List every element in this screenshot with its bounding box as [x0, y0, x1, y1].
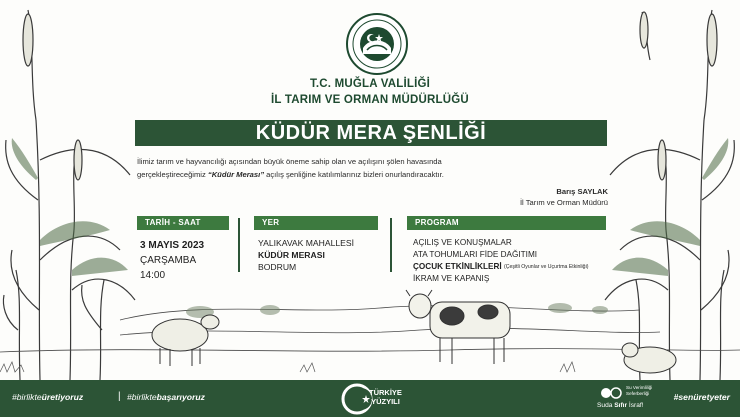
hashtag-birlikte-uretiyoruz: [12, 392, 83, 402]
section-divider: [238, 218, 240, 272]
campaign-pre: Suda: [597, 402, 615, 409]
organization-line-1: T.C. MUĞLA VALİLİĞİ: [309, 78, 431, 90]
water-drops-icon: [600, 386, 622, 400]
invitation-text: [137, 155, 605, 181]
hashtag-birlikte-basariyoruz: [127, 392, 205, 402]
program-item-3-label: ÇOCUK ETKİNLİKLERİ: [413, 262, 502, 271]
invitation-emphasis: “Küdür Merası”: [207, 170, 265, 179]
hashtag1-bold: üretiyoruz: [41, 392, 84, 402]
place-line-2: KÜDÜR MERASI: [258, 250, 325, 260]
campaign-small-line-1: Su Verimliliği: [626, 385, 653, 390]
campaign-small-text: [626, 385, 652, 397]
campaign-small-line-2: Seferberliği: [626, 391, 650, 396]
place-line-3: BODRUM: [258, 262, 297, 272]
program-item-2: ATA TOHUMLARI FİDE DAĞITIMI: [413, 250, 538, 259]
sheep-icon: [152, 315, 219, 366]
hashtag2-prefix: #birlikte: [127, 392, 157, 402]
logo-line-1: TÜRKİYE: [369, 388, 402, 397]
logo-line-2: YÜZYILI: [371, 397, 400, 406]
hashtag1-prefix: #birlikte: [12, 392, 42, 402]
campaign-bold: Sıfır: [614, 402, 628, 409]
signer-title: İl Tarım ve Orman Müdürü: [519, 198, 608, 207]
ministry-emblem-logo: [345, 12, 409, 76]
place-line-1: YALIKAVAK MAHALLESİ: [258, 238, 355, 248]
event-day: ÇARŞAMBA: [140, 255, 197, 266]
hashtag-separator: |: [118, 391, 121, 402]
footer-bar: [0, 380, 740, 417]
signer-name: Barış SAYLAK: [556, 187, 608, 196]
invitation-line-1: İlimiz tarım ve hayvancılığı açısından büyük öneme sahip olan ve açılışını şölen havasında: [137, 157, 442, 166]
hashtag-senuretyeter: #senüretyeter: [673, 392, 730, 402]
program-item-3: [413, 262, 588, 271]
invitation-line-2-post: açılış şenliğine katılımlarınız bizleri onurlandıracaktır.: [264, 170, 444, 179]
tree-line: [186, 303, 608, 318]
program-item-4: İKRAM VE KAPANIŞ: [413, 274, 490, 283]
event-date: 3 MAYIS 2023: [140, 240, 205, 251]
section-divider: [390, 218, 392, 272]
cow-icon: [406, 290, 510, 364]
invitation-line-2-pre: gerçekleştireceğimiz: [137, 170, 208, 179]
turkiye-yuzyili-logo-text: [369, 388, 402, 406]
lying-sheep-icon: [622, 343, 676, 373]
program-item-3-note: (Çeşitli Oyunlar ve Uçurtma Etkinliği): [503, 264, 589, 270]
program-item-1: AÇILIŞ VE KONUŞMALAR: [413, 238, 512, 247]
hashtag2-bold: başarıyoruz: [156, 392, 205, 402]
pasture-landscape-illustration: [0, 280, 740, 380]
campaign-slogan: [597, 402, 644, 409]
campaign-post: İsraf!: [627, 402, 644, 409]
grass: [0, 362, 575, 372]
event-time: 14:00: [140, 270, 166, 281]
place-section-header: YER: [254, 216, 378, 230]
signature-block: [520, 186, 608, 208]
program-section-header: PROGRAM: [407, 216, 606, 230]
date-time-section-header: TARİH - SAAT: [137, 216, 229, 230]
event-title: KÜDÜR MERA ŞENLİĞİ: [135, 120, 607, 146]
organization-line-2: İL TARIM VE ORMAN MÜDÜRLÜĞÜ: [271, 94, 469, 106]
